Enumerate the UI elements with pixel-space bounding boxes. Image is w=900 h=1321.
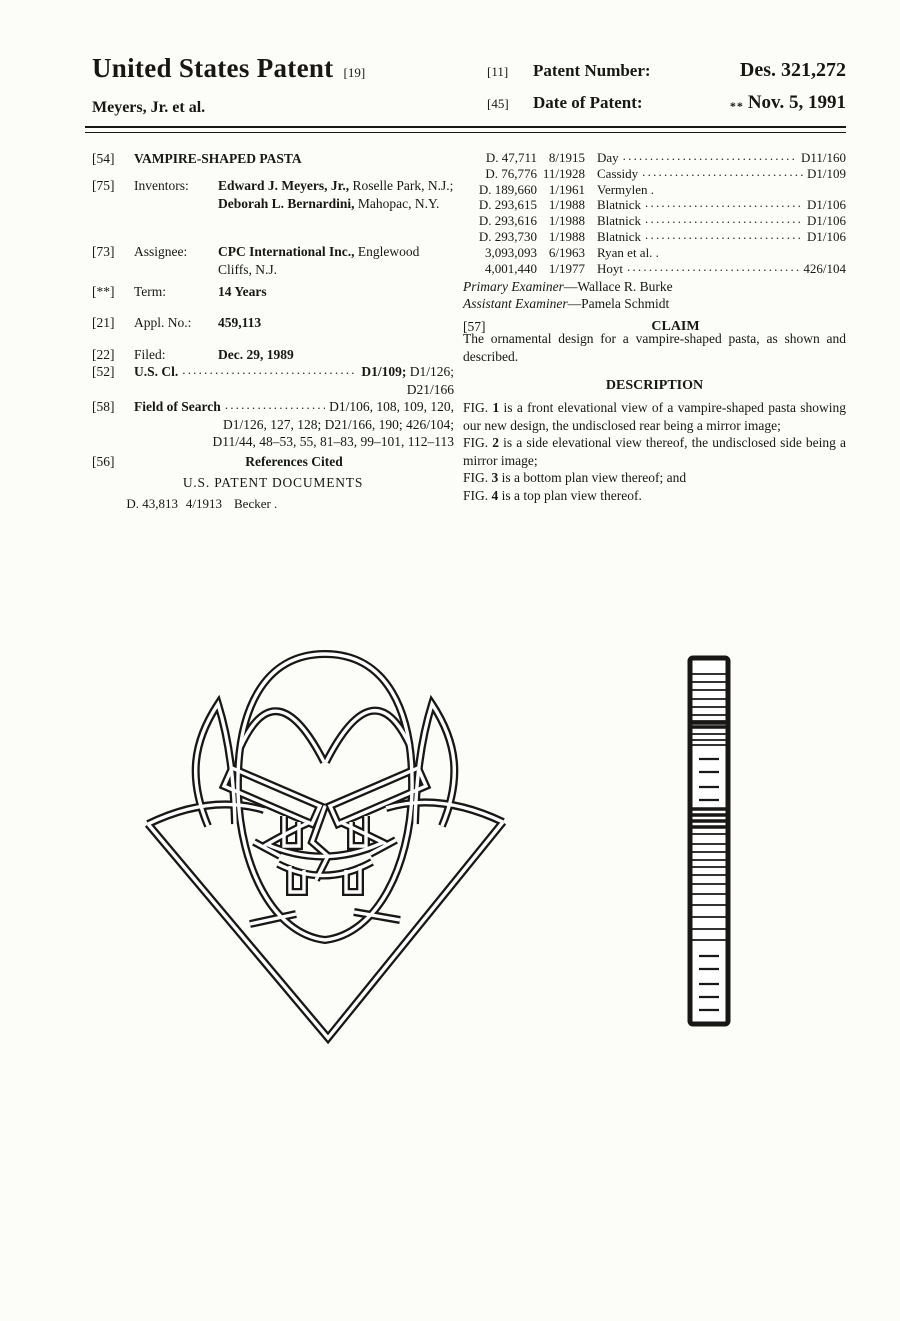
field-assignee [92,243,454,278]
field-us-cl [92,363,454,398]
us-cl-classes [361,363,454,381]
field-label: U.S. Cl. [134,364,179,379]
search-classes-1: D1/106, 108, 109, 120, [329,399,454,414]
ref-name: Hoyt [597,260,623,276]
ref-name: Blatnick [597,228,642,244]
ref-date: 4/1913 [185,496,222,511]
us-cl-line1 [134,363,454,381]
ref-name: Day [597,150,619,165]
fig-number: 3 [491,470,499,486]
filed-value: Dec. 29, 1989 [218,347,294,362]
field-code: [**] [92,284,115,299]
page-title: United States Patent [92,53,334,83]
dot-leader [645,229,803,245]
term-value: 14 Years [218,284,267,299]
ref-name: Becker . [234,496,278,511]
ref-class: 426/104 [803,260,846,276]
patent-date-row [487,94,846,116]
assignee-value [218,243,454,278]
inventor-2-loc: Mahopac, N.Y. [354,195,440,211]
fig-text: is a side elevational view thereof, the undisclosed side being a mirror image; [463,435,847,468]
assignee-loc: Englewood Cliffs, N.J. [218,244,420,277]
primary-examiner-name: —Wallace R. Burke [563,279,673,294]
field-label: Appl. No.: [134,315,192,330]
header-left [92,53,366,83]
ref-number: D. 293,615 [478,197,537,213]
fig2-description [463,434,846,469]
fig-text: is a top plan view thereof. [501,487,642,503]
term-asterisks: ** [729,99,744,113]
inventor-2: Deborah L. Bernardini, [218,195,355,211]
ref-name: Blatnick [597,197,642,213]
search-line1 [134,398,454,416]
ref-number: D. 76,776 [485,165,537,181]
ref-name: Ryan et al. . [597,244,659,260]
ref-name: Vermylen . [597,181,655,197]
field-title [92,150,454,168]
fig-number: 2 [492,435,500,451]
refs-heading: References Cited [245,454,343,469]
field-code: [58] [92,399,115,414]
claim-text: The ornamental design for a vampire-shaped pasta, as shown and described. [463,331,846,364]
examiners [463,278,846,312]
fig-prefix: FIG. [463,487,489,503]
field-code: [57] [463,319,486,334]
field-label: Filed: [134,347,166,362]
field-appl-no [92,314,454,332]
reference-row [116,496,416,512]
ref-class: D1/106 [807,228,846,244]
search-classes-3: D11/44, 48–53, 55, 81–83, 99–101, 112–113 [212,434,454,449]
description-body [463,399,846,505]
fig-prefix: FIG. [463,400,489,415]
ref-date: 1/1988 [548,197,585,213]
reference-row [463,245,846,261]
patent-number-label: Patent Number: [533,61,651,80]
field-label: Assignee: [134,244,188,259]
reference-row [463,229,846,245]
ref-number: D. 43,813 [126,496,178,511]
applicant-name: Meyers, Jr. et al. [92,99,206,116]
ref-name: Blatnick [597,213,642,229]
patent-number-row [487,59,846,81]
kind-code: [19] [343,65,366,80]
header-divider [85,126,846,133]
field-label: Field of Search [134,399,221,414]
us-cl-line2: D21/166 [406,381,454,397]
ref-date: 6/1963 [548,244,585,260]
us-patent-documents-heading: U.S. PATENT DOCUMENTS [182,475,364,490]
ref-date: 1/1977 [548,260,585,276]
fig4-description [463,487,846,505]
field-inventors [92,177,454,212]
field-term [92,283,454,301]
field-code: [73] [92,244,115,259]
assistant-examiner-label: Assistant Examiner [463,296,568,311]
fig-prefix: FIG. [463,470,489,486]
patent-date-text: Nov. 5, 1991 [747,92,846,113]
fig-text: is a bottom plan view thereof; and [501,470,687,486]
fig3-description [463,469,846,487]
search-classes-2: D1/126, 127, 128; D21/166, 190; 426/104; [222,416,454,432]
search-value [134,398,454,451]
fig1-vampire-pasta-drawing [138,646,510,1046]
assistant-examiner [463,295,846,312]
primary-examiner-label: Primary Examiner [463,279,564,294]
ref-class: D1/106 [807,213,846,229]
field-code: [21] [92,315,115,330]
inventors-value [218,177,454,212]
field-code: [22] [92,347,115,362]
ref-number: D. 293,616 [478,213,537,229]
ref-number: D. 293,730 [478,228,537,244]
patent-date-value [695,94,846,116]
dot-leader [642,166,803,182]
dot-leader [623,150,797,166]
ref-date: 1/1961 [548,181,585,197]
field-filed [92,346,454,364]
reference-row [463,150,846,166]
invention-title: VAMPIRE-SHAPED PASTA [134,151,302,166]
us-cl-value [134,363,454,398]
ref-number: 3,093,093 [485,244,537,260]
field-code: [56] [92,454,115,469]
ref-date: 1/1988 [548,213,585,229]
secondary-class: D1/126; [406,364,454,379]
inventor-1-loc: Roselle Park, N.J.; [349,178,454,193]
reference-row [463,182,846,198]
dot-leader [627,261,799,277]
reference-row [463,213,846,229]
ref-class: D1/109 [807,165,846,181]
dot-leader [225,398,325,416]
assignee-name: CPC International Inc., [218,244,355,259]
ref-date: 8/1915 [548,150,585,165]
reference-row [463,166,846,182]
primary-examiner [463,278,846,295]
field-search [92,398,454,451]
reference-row [463,197,846,213]
ref-name: Cassidy [597,165,639,181]
field-code: [52] [92,364,115,379]
field-label: Term: [134,284,167,299]
field-code: [75] [92,178,115,193]
inventor-1: Edward J. Meyers, Jr., [218,178,350,193]
references-list [463,150,846,276]
assistant-examiner-name: —Pamela Schmidt [567,296,670,311]
dot-leader [645,197,803,213]
ref-date: 11/1928 [542,165,585,181]
dot-leader [645,213,803,229]
fig2-side-view-strip-drawing [687,655,735,1029]
ref-class: D1/106 [807,197,846,213]
appl-no-value: 459,113 [218,315,262,330]
fig-prefix: FIG. [463,435,489,451]
ref-number: D. 47,711 [485,150,537,165]
field-label: Inventors: [134,178,189,193]
patent-date-label: Date of Patent: [533,93,643,112]
fig-number: 1 [492,400,500,415]
references-cited-heading [92,453,454,471]
description-heading: DESCRIPTION [605,378,704,393]
ref-number: D. 189,660 [478,181,537,197]
fig-text: is a front elevational view of a vampire-shaped pasta showing our new design, the undisclosed rear being a mirror image; [463,400,847,433]
claim-heading: CLAIM [651,319,700,334]
patent-number-code: [11] [487,64,509,79]
patent-number-value: Des. 321,272 [739,59,846,81]
field-code: [54] [92,151,115,166]
patent-date-code: [45] [487,96,509,111]
reference-row [463,261,846,277]
fig1-description [463,399,846,434]
ref-date: 1/1988 [548,228,585,244]
primary-class: D1/109; [361,364,407,379]
ref-class: D11/160 [800,150,846,165]
ref-number: 4,001,440 [485,260,537,276]
fig-number: 4 [491,487,499,503]
dot-leader [182,363,357,381]
